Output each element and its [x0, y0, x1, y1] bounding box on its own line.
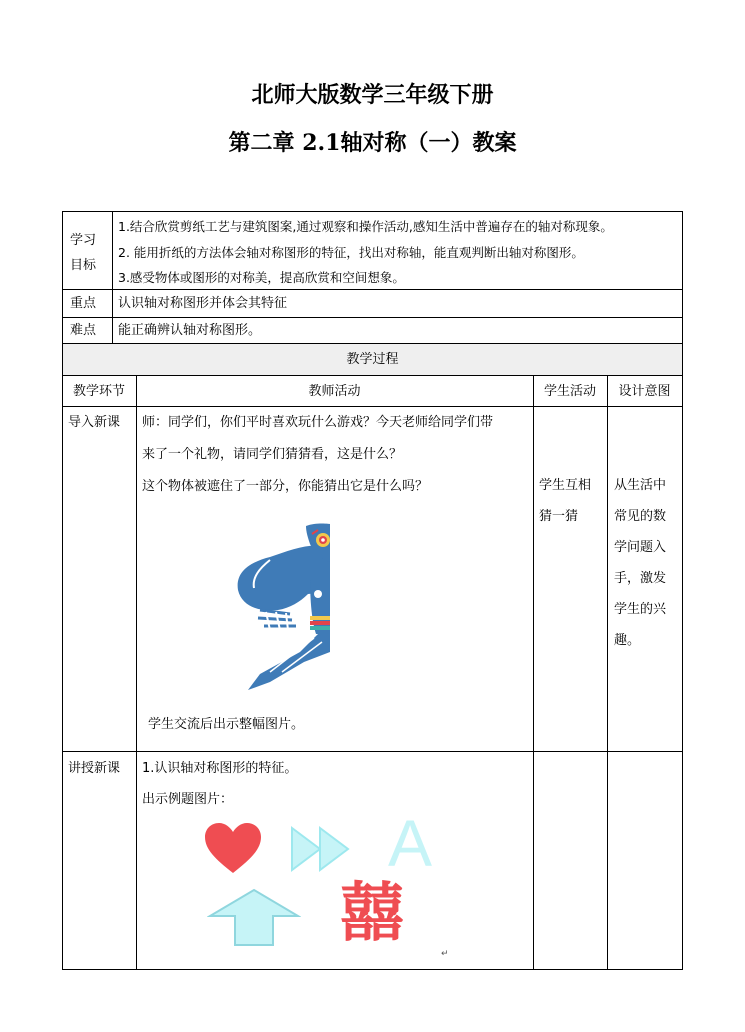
- document-title: 北师大版数学三年级下册: [251, 82, 494, 108]
- goal-item: 1.结合欣赏剪纸工艺与建筑图案,通过观察和操作活动,感知生活中普遍存在的轴对称现象。: [118, 219, 613, 234]
- teacher-line: 来了一个礼物，请同学们猜猜看，这是什么？: [142, 447, 403, 462]
- table-border: [112, 211, 113, 344]
- table-border: [682, 211, 683, 344]
- table-border: [62, 211, 683, 212]
- intent-line: 从生活中: [614, 478, 667, 493]
- process-header: 教学过程: [346, 352, 399, 367]
- table-border: [62, 289, 683, 290]
- intent-line: 学问题入: [614, 540, 667, 555]
- teacher-line: 1.认识轴对称图形的特征。: [142, 761, 298, 776]
- goal-item: 2. 能用折纸的方法体会轴对称图形的特征，找出对称轴，能直观判断出轴对称图形。: [118, 245, 584, 260]
- table-border: [136, 376, 137, 970]
- teacher-line: 这个物体被遮住了一部分，你能猜出它是什么吗？: [142, 479, 429, 494]
- heart-icon: [205, 823, 261, 875]
- teacher-line: 出示例题图片：: [142, 792, 234, 807]
- goals-label: 学习: [70, 233, 97, 248]
- table-border: [682, 376, 683, 970]
- stage-label: 导入新课: [68, 415, 121, 430]
- goal-item: 3.感受物体或图形的对称美，提高欣赏和空间想象。: [118, 270, 405, 285]
- letter-a-icon: A: [388, 806, 433, 880]
- double-happiness-icon: 囍: [340, 877, 404, 951]
- key-point-text: 认识轴对称图形并体会其特征: [118, 296, 288, 311]
- intent-line: 学生的兴: [614, 602, 667, 617]
- student-line: 学生互相: [539, 478, 592, 493]
- stage-label: 讲授新课: [68, 761, 121, 776]
- intent-line: 常见的数: [614, 509, 667, 524]
- difficulty-text: 能正确辨认轴对称图形。: [118, 323, 262, 338]
- column-header-intent: 设计意图: [618, 384, 671, 399]
- intent-line: 趣。: [614, 633, 641, 648]
- table-border: [62, 406, 683, 407]
- column-header-student: 学生活动: [543, 384, 596, 399]
- key-point-label: 重点: [70, 296, 97, 311]
- teacher-after-text: 学生交流后出示整幅图片。: [148, 717, 305, 732]
- table-border: [62, 211, 63, 344]
- table-border: [62, 751, 683, 752]
- arrow-up-icon: [207, 888, 301, 948]
- double-arrow-icon: [290, 826, 352, 872]
- teacher-line: 师：同学们，你们平时喜欢玩什么游戏？今天老师给同学们带: [142, 415, 494, 430]
- intent-line: 手，激发: [614, 571, 667, 586]
- document-subtitle: 第二章 2.1轴对称（一）教案: [228, 130, 517, 156]
- difficulty-label: 难点: [70, 323, 97, 338]
- half-kite-icon: [230, 522, 336, 692]
- table-border: [62, 317, 683, 318]
- table-border: [62, 376, 63, 970]
- table-border: [62, 969, 683, 970]
- goals-label: 目标: [70, 258, 97, 273]
- column-header-teacher: 教师活动: [308, 384, 361, 399]
- table-border: [533, 376, 534, 970]
- paragraph-mark: ↵: [441, 949, 449, 959]
- column-header-stage: 教学环节: [72, 384, 125, 399]
- table-border: [607, 376, 608, 970]
- student-line: 猜一猜: [539, 509, 579, 524]
